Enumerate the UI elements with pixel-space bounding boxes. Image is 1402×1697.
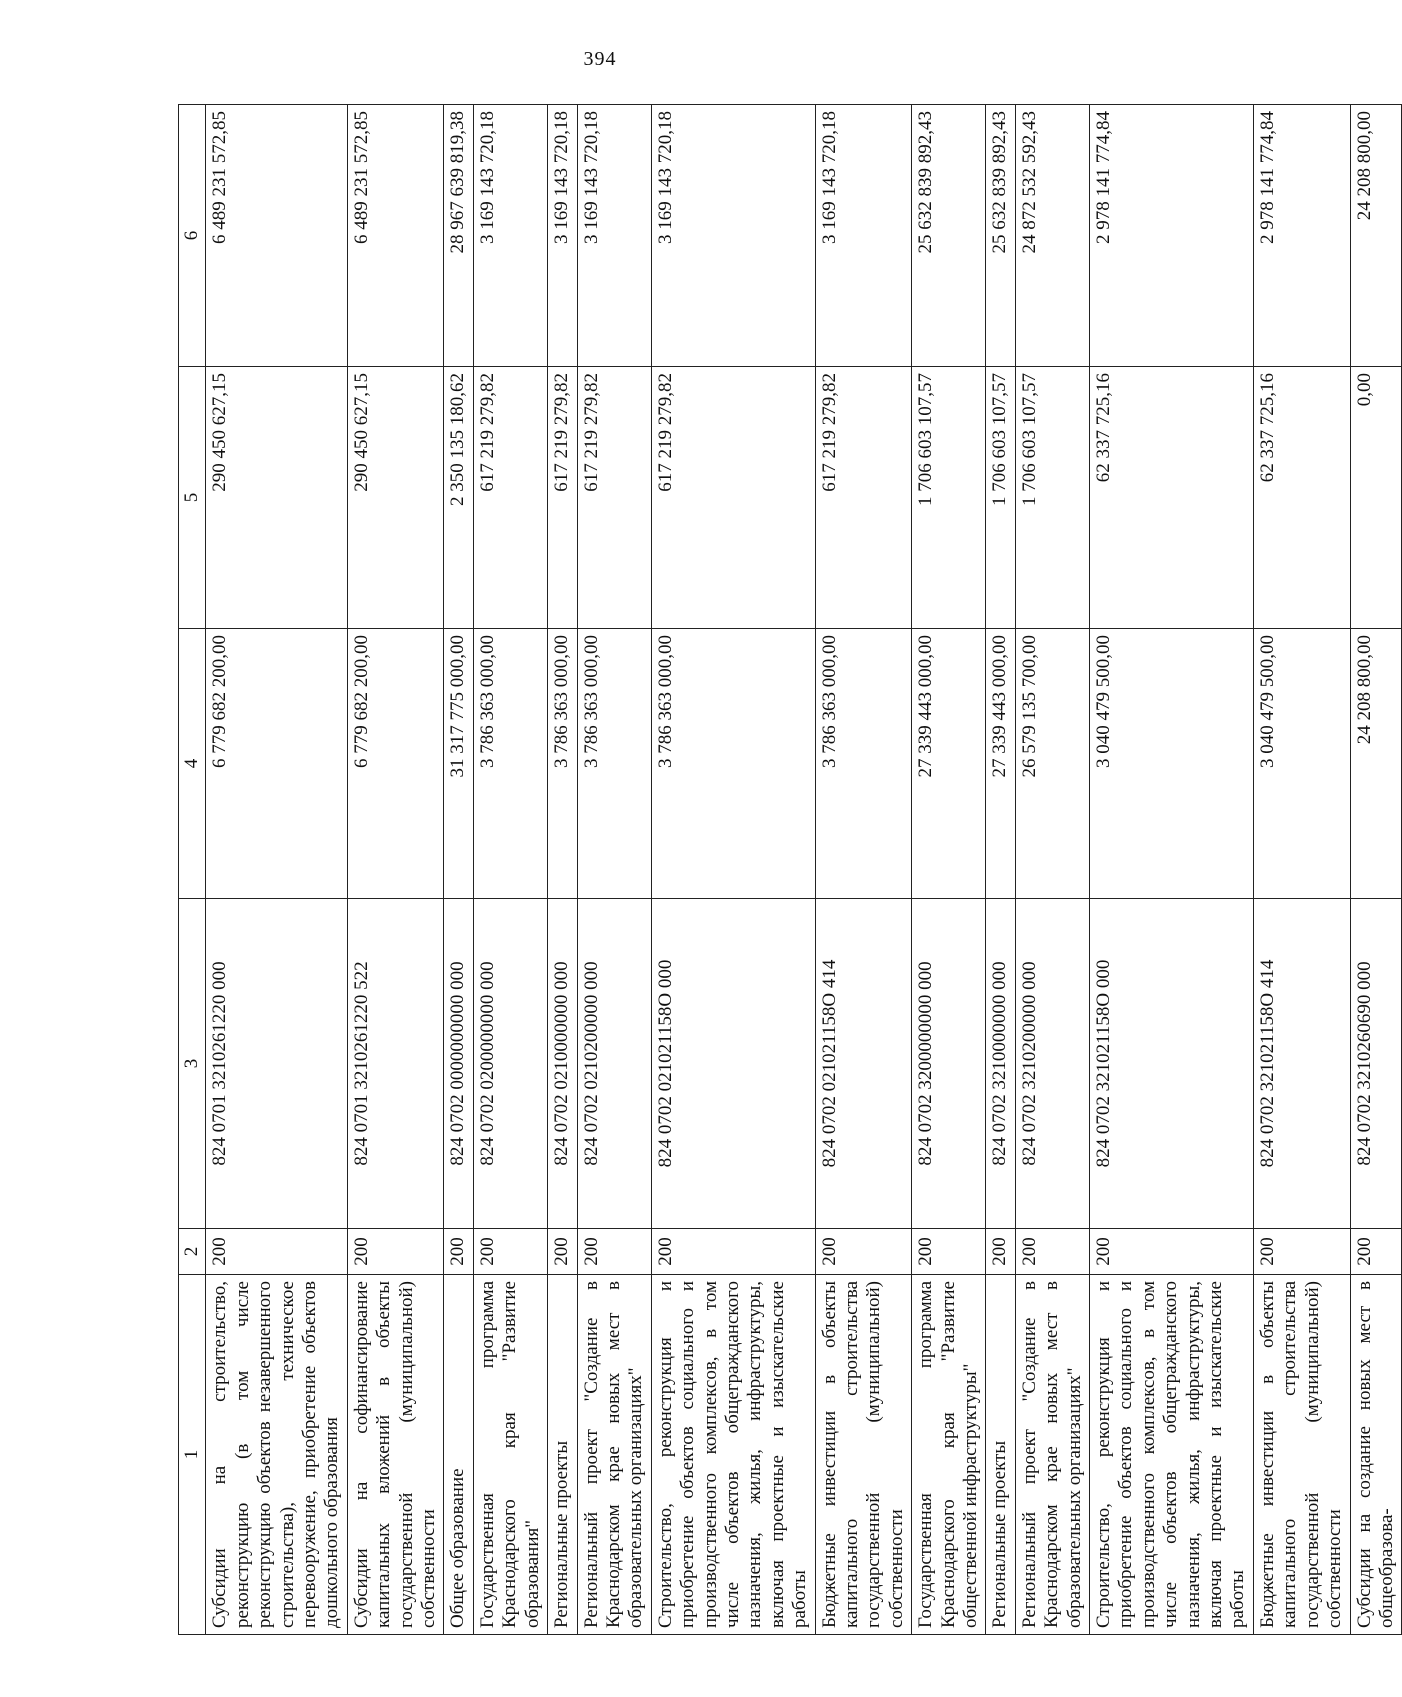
table-row (473, 105, 547, 1635)
row-group-cell: 200 (1253, 1229, 1350, 1275)
table-row (1015, 105, 1089, 1635)
table-row (912, 105, 986, 1635)
row-plan-cell: 3 786 363 000,00 (815, 629, 912, 899)
row-executed-cell: 617 219 279,82 (473, 367, 547, 629)
column-header: 1 (179, 1275, 206, 1635)
row-plan-cell: 3 040 479 500,00 (1253, 629, 1350, 899)
row-executed-cell: 617 219 279,82 (815, 367, 912, 629)
header-row (179, 105, 206, 1635)
row-remainder-cell: 2 978 141 774,84 (1090, 105, 1254, 367)
row-code-cell: 824 0701 3210261220 000 (206, 899, 347, 1229)
row-group-cell: 200 (577, 1229, 651, 1275)
row-remainder-cell: 25 632 839 892,43 (912, 105, 986, 367)
row-plan-cell: 24 208 800,00 (1350, 629, 1402, 899)
row-executed-cell: 0,00 (1350, 367, 1402, 629)
row-code-cell: 824 0702 021021158O 414 (815, 899, 912, 1229)
table-row (444, 105, 473, 1635)
row-plan-cell: 3 786 363 000,00 (651, 629, 815, 899)
row-code-cell: 824 0702 3210000000 000 (986, 899, 1015, 1229)
table-row (347, 105, 444, 1635)
table-row (577, 105, 651, 1635)
column-header: 2 (179, 1229, 206, 1275)
row-group-cell: 200 (347, 1229, 444, 1275)
row-code-cell: 824 0702 3210200000 000 (1015, 899, 1089, 1229)
row-executed-cell: 2 350 135 180,62 (444, 367, 473, 629)
row-plan-cell: 27 339 443 000,00 (986, 629, 1015, 899)
table-row (986, 105, 1015, 1635)
row-code-cell: 824 0702 0200000000 000 (473, 899, 547, 1229)
row-executed-cell: 617 219 279,82 (548, 367, 577, 629)
row-name-cell: Региональные проекты (986, 1275, 1015, 1635)
row-name-cell: Субсидии на создание новых мест в общеобразова- (1350, 1275, 1402, 1635)
row-name-cell: Бюджетные инвестиции в объекты капитального строительства государственной (муниципальной) собственности (1253, 1275, 1350, 1635)
row-code-cell: 824 0702 0210000000 000 (548, 899, 577, 1229)
row-group-cell: 200 (815, 1229, 912, 1275)
row-code-cell: 824 0702 321021158O 000 (1090, 899, 1254, 1229)
row-executed-cell: 617 219 279,82 (651, 367, 815, 629)
row-group-cell: 200 (444, 1229, 473, 1275)
row-name-cell: Государственная программа Краснодарского края "Развитие общественной инфраструктуры" (912, 1275, 986, 1635)
row-plan-cell: 6 779 682 200,00 (206, 629, 347, 899)
row-executed-cell: 62 337 725,16 (1090, 367, 1254, 629)
row-executed-cell: 1 706 603 107,57 (1015, 367, 1089, 629)
row-executed-cell: 617 219 279,82 (577, 367, 651, 629)
column-header: 4 (179, 629, 206, 899)
row-name-cell: Региональный проект "Создание в Краснодарском крае новых мест в образовательных организациях" (577, 1275, 651, 1635)
table-row (1090, 105, 1254, 1635)
column-header: 6 (179, 105, 206, 367)
row-code-cell: 824 0702 321021158O 414 (1253, 899, 1350, 1229)
row-executed-cell: 290 450 627,15 (347, 367, 444, 629)
row-code-cell: 824 0702 0000000000 000 (444, 899, 473, 1229)
row-remainder-cell: 6 489 231 572,85 (347, 105, 444, 367)
row-name-cell: Государственная программа Краснодарского края "Развитие образования" (473, 1275, 547, 1635)
row-executed-cell: 290 450 627,15 (206, 367, 347, 629)
row-remainder-cell: 3 169 143 720,18 (815, 105, 912, 367)
row-plan-cell: 6 779 682 200,00 (347, 629, 444, 899)
page-number: 394 (583, 48, 617, 70)
row-group-cell: 200 (1350, 1229, 1402, 1275)
row-executed-cell: 1 706 603 107,57 (912, 367, 986, 629)
row-name-cell: Региональный проект "Создание в Краснодарском крае новых мест в образовательных организациях" (1015, 1275, 1089, 1635)
table-row (651, 105, 815, 1635)
row-code-cell: 824 0701 3210261220 522 (347, 899, 444, 1229)
row-remainder-cell: 3 169 143 720,18 (577, 105, 651, 367)
row-group-cell: 200 (1090, 1229, 1254, 1275)
row-group-cell: 200 (651, 1229, 815, 1275)
row-code-cell: 824 0702 3210260690 000 (1350, 899, 1402, 1229)
row-name-cell: Субсидии на софинансирование капитальных вложений в объекты государственной (муниципальной) собственности (347, 1275, 444, 1635)
row-code-cell: 824 0702 021021158O 000 (651, 899, 815, 1229)
row-remainder-cell: 24 872 532 592,43 (1015, 105, 1089, 367)
row-plan-cell: 3 786 363 000,00 (473, 629, 547, 899)
row-name-cell: Субсидии на строительство, реконструкцию (в том числе реконструкцию объектов незавершенного строительства), техническое перевооружение, приобретение объектов дошкольного образования (206, 1275, 347, 1635)
table-body (206, 105, 1402, 1635)
row-remainder-cell: 3 169 143 720,18 (651, 105, 815, 367)
table-row (815, 105, 912, 1635)
row-name-cell: Бюджетные инвестиции в объекты капитального строительства государственной (муниципальной) собственности (815, 1275, 912, 1635)
row-name-cell: Общее образование (444, 1275, 473, 1635)
row-executed-cell: 1 706 603 107,57 (986, 367, 1015, 629)
row-plan-cell: 31 317 775 000,00 (444, 629, 473, 899)
row-name-cell: Строительство, реконструкция и приобретение объектов социального и производственного комплексов, в том числе объектов общегражданского назначения, жилья, инфраструктуры, включая проектные и изыскательские работы (1090, 1275, 1254, 1635)
row-group-cell: 200 (206, 1229, 347, 1275)
table-row (1350, 105, 1402, 1635)
table-row (206, 105, 347, 1635)
rotated-table-container (178, 105, 1397, 1635)
row-code-cell: 824 0702 0210200000 000 (577, 899, 651, 1229)
row-plan-cell: 27 339 443 000,00 (912, 629, 986, 899)
column-header: 5 (179, 367, 206, 629)
budget-table (178, 104, 1402, 1635)
row-plan-cell: 3 786 363 000,00 (548, 629, 577, 899)
row-name-cell: Региональные проекты (548, 1275, 577, 1635)
row-plan-cell: 26 579 135 700,00 (1015, 629, 1089, 899)
row-remainder-cell: 28 967 639 819,38 (444, 105, 473, 367)
column-header: 3 (179, 899, 206, 1229)
table-row (548, 105, 577, 1635)
row-plan-cell: 3 040 479 500,00 (1090, 629, 1254, 899)
row-group-cell: 200 (548, 1229, 577, 1275)
row-name-cell: Строительство, реконструкция и приобретение объектов социального и производственного комплексов, в том числе объектов общегражданского назначения, жилья, инфраструктуры, включая проектные и изыскательские работы (651, 1275, 815, 1635)
row-code-cell: 824 0702 3200000000 000 (912, 899, 986, 1229)
row-group-cell: 200 (912, 1229, 986, 1275)
row-group-cell: 200 (1015, 1229, 1089, 1275)
table-row (1253, 105, 1350, 1635)
row-remainder-cell: 3 169 143 720,18 (548, 105, 577, 367)
row-plan-cell: 3 786 363 000,00 (577, 629, 651, 899)
row-remainder-cell: 25 632 839 892,43 (986, 105, 1015, 367)
row-group-cell: 200 (473, 1229, 547, 1275)
row-remainder-cell: 3 169 143 720,18 (473, 105, 547, 367)
row-remainder-cell: 2 978 141 774,84 (1253, 105, 1350, 367)
row-group-cell: 200 (986, 1229, 1015, 1275)
row-remainder-cell: 24 208 800,00 (1350, 105, 1402, 367)
row-executed-cell: 62 337 725,16 (1253, 367, 1350, 629)
row-remainder-cell: 6 489 231 572,85 (206, 105, 347, 367)
